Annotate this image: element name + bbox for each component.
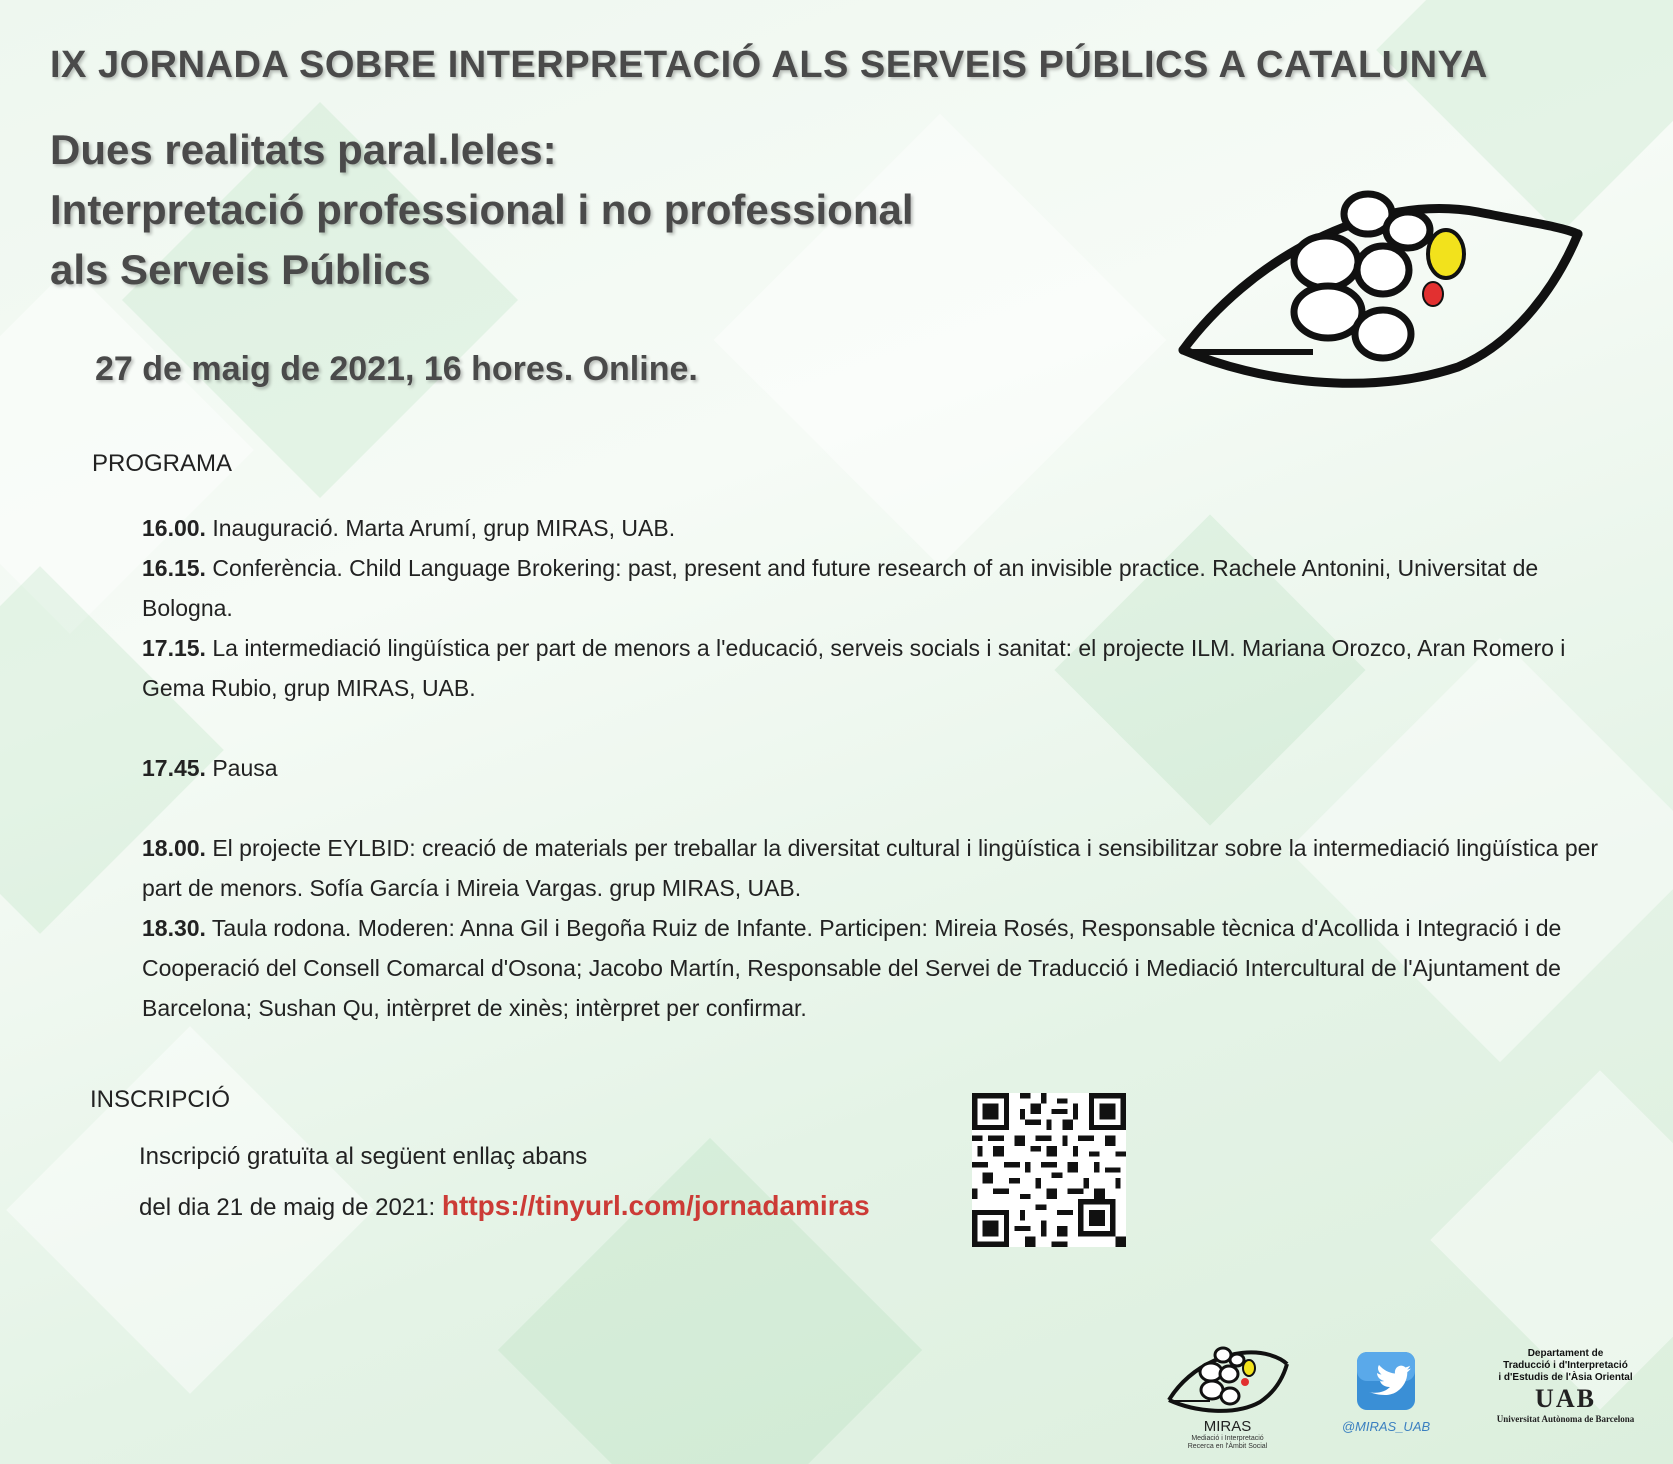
registration-line-2 <box>139 1181 870 1232</box>
program-text: La intermediació lingüística per part de menors a l'educació, serveis socials i sanitat: el projecte ILM. Mariana Orozco, Aran Romero i Gema Rubio, grup MIRAS, UAB. <box>142 635 1566 701</box>
miras-logo <box>1165 1340 1290 1451</box>
program-item <box>142 908 1622 1028</box>
uab-logo <box>1478 1348 1653 1424</box>
program-text: Taula rodona. Moderen: Anna Gil i Begoña Ruiz de Infante. Participen: Mireia Rosés, Responsable tècnica d'Acollida i Integració i de Cooperació del Consell Comarcal d'Osona; Jacobo Martín, Responsable del Servei de Traducció i Mediació Intercultural de l'Ajuntament de Barcelona; Sushan Qu, intèrpret de xinès; intèrpret per confirmar. <box>142 915 1562 1021</box>
program-text: El projecte EYLBID: creació de materials per treballar la diversitat cultural i lingüística i sensibilitzar sobre la intermediació lingüística per part de menors. Sofía García i Mireia Vargas. grup MIRAS, UAB. <box>142 835 1599 901</box>
registration-heading: INSCRIPCIÓ <box>90 1086 231 1113</box>
program-text: Conferència. Child Language Brokering: past, present and future research of an invisible practice. Rachele Antonini, Universitat de Bologna. <box>142 555 1539 621</box>
program-time: 16.00. <box>142 515 206 541</box>
registration-line-1: Inscripció gratuïta al següent enllaç abans <box>139 1143 588 1170</box>
program-item <box>142 548 1622 628</box>
registration-link[interactable]: https://tinyurl.com/jornadamiras <box>441 1190 870 1221</box>
program-item <box>142 828 1622 908</box>
program-text: Pausa <box>205 755 278 781</box>
uab-mark: UAB <box>1535 1384 1596 1413</box>
miras-tagline: Mediació i Interpretació <box>1191 1435 1264 1442</box>
qr-code-icon[interactable] <box>972 1093 1126 1247</box>
program-time: 17.45. <box>142 755 206 781</box>
program-time: 16.15. <box>142 555 206 581</box>
program-time: 17.15. <box>142 635 206 661</box>
miras-tagline: Recerca en l'Àmbit Social <box>1187 1443 1268 1450</box>
eye-logo-icon <box>1178 182 1583 397</box>
event-subtitle <box>50 120 914 300</box>
uab-department: Departament de <box>1527 1348 1604 1359</box>
program-item <box>142 508 1622 548</box>
program-time: 18.30. <box>142 915 206 941</box>
subtitle-line: Interpretació professional i no professional <box>50 186 914 233</box>
subtitle-line: als Serveis Públics <box>50 246 431 293</box>
twitter-bird-icon[interactable] <box>1357 1352 1415 1410</box>
twitter-handle[interactable]: @MIRAS_UAB <box>1341 1419 1431 1434</box>
twitter-link[interactable] <box>1340 1352 1432 1434</box>
program-spacer <box>142 788 1622 828</box>
program-item <box>142 628 1622 708</box>
registration-text <box>139 1132 870 1232</box>
subtitle-line: Dues realitats paral.leles: <box>50 126 557 173</box>
program-text: Inauguració. Marta Arumí, grup MIRAS, UAB. <box>205 515 676 541</box>
program-list <box>142 508 1622 1028</box>
uab-department: Traducció i d'Interpretació <box>1503 1360 1628 1371</box>
miras-eye-icon <box>1165 1340 1290 1415</box>
event-title: IX JORNADA SOBRE INTERPRETACIÓ ALS SERVEIS PÚBLICS A CATALUNYA <box>50 44 1488 86</box>
program-time: 18.00. <box>142 835 206 861</box>
program-heading: PROGRAMA <box>92 450 233 477</box>
program-spacer <box>142 708 1622 748</box>
miras-name: MIRAS <box>1203 1418 1252 1435</box>
registration-deadline: del dia 21 de maig de 2021: <box>139 1194 442 1221</box>
uab-department: i d'Estudis de l'Àsia Oriental <box>1498 1372 1633 1383</box>
uab-university: Universitat Autònoma de Barcelona <box>1496 1414 1635 1424</box>
event-date: 27 de maig de 2021, 16 hores. Online. <box>95 350 698 388</box>
program-item <box>142 748 1622 788</box>
